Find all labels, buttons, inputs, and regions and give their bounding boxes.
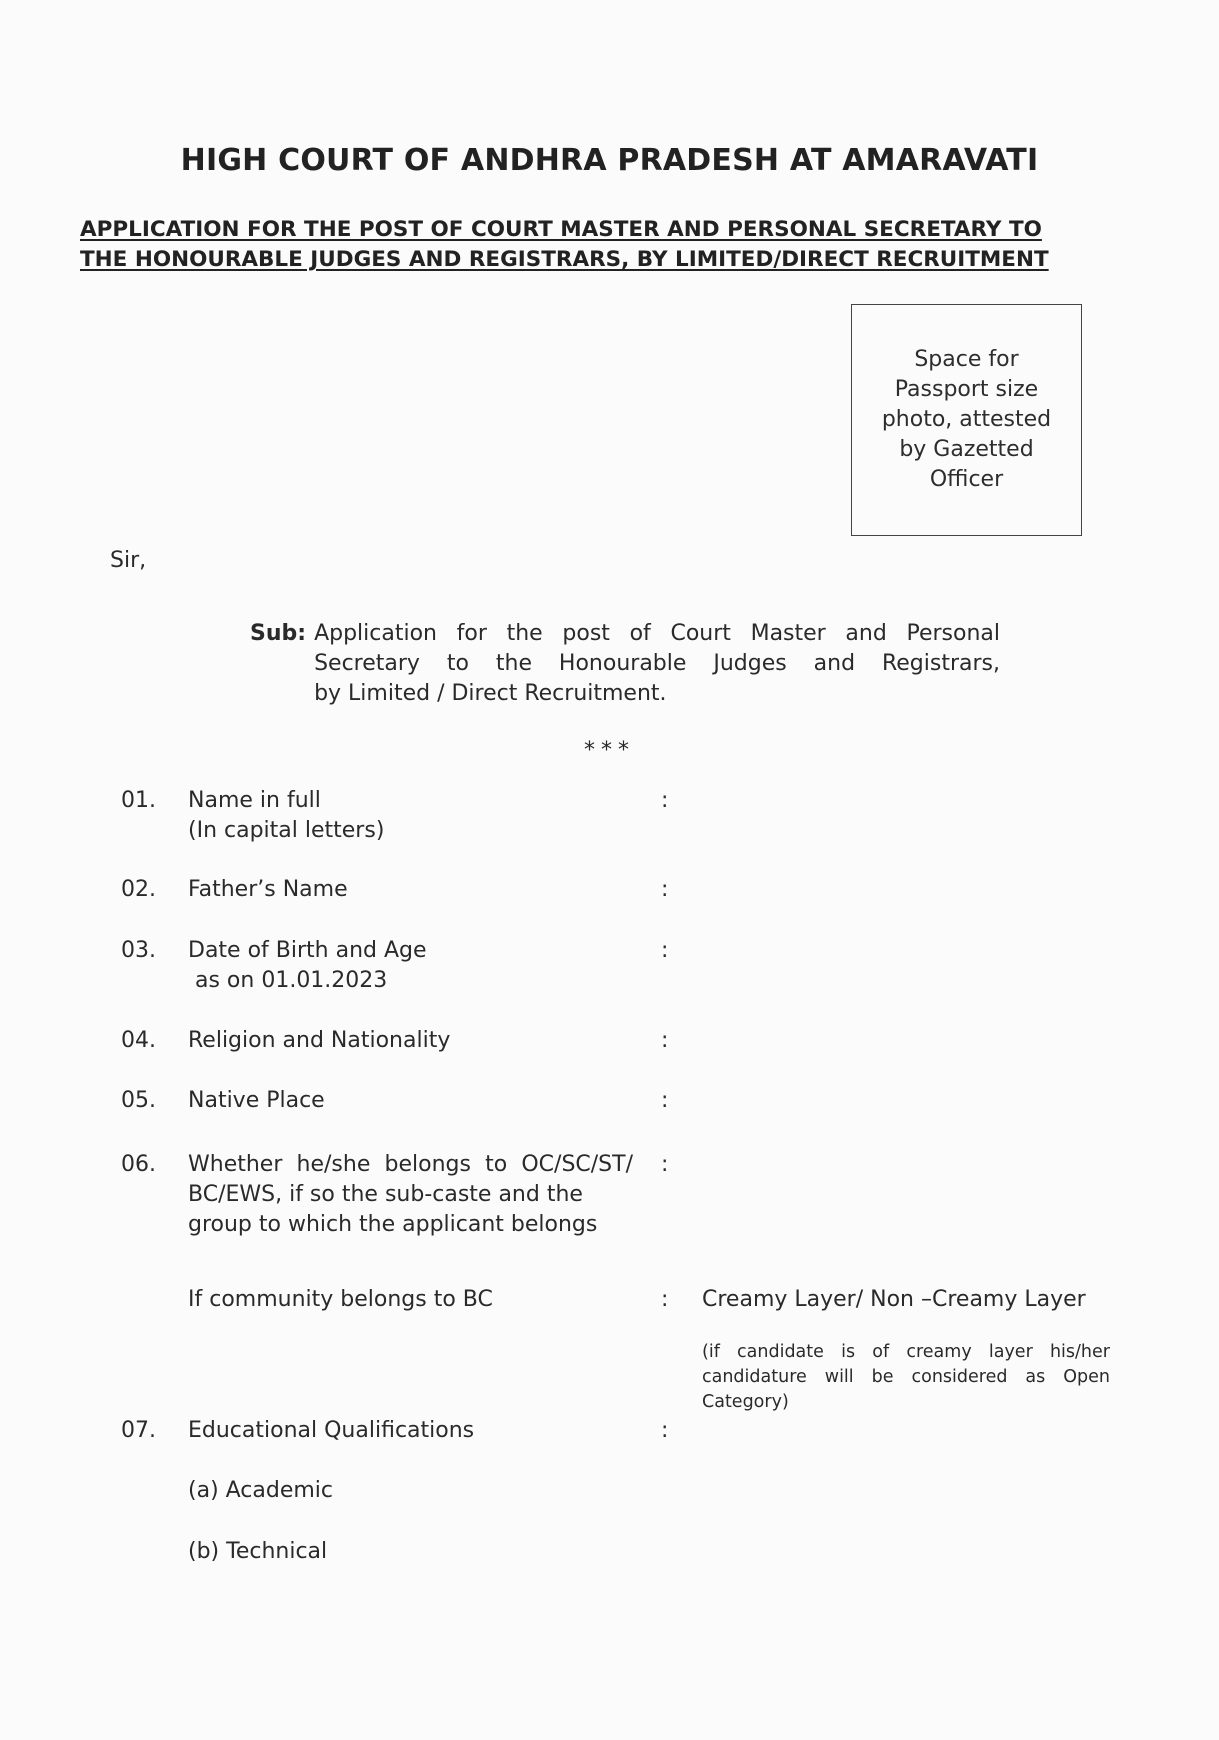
field-03-number: 03.	[121, 938, 156, 963]
field-05-number: 05.	[121, 1088, 156, 1113]
bc-note-line-2: candidature will be considered as Open	[702, 1367, 1110, 1387]
field-bc-label-line-1: If community belongs to BC	[188, 1287, 493, 1312]
bc-note-line-3: Category)	[702, 1392, 789, 1412]
field-02-label-line-1: Father’s Name	[188, 877, 348, 902]
salutation: Sir,	[110, 548, 147, 573]
subject-line-2: Secretary to the Honourable Judges and Registrars,	[314, 651, 1000, 676]
field-01-label-line-1: Name in full	[188, 788, 321, 813]
field-02-label	[188, 875, 648, 905]
field-03-label	[188, 936, 648, 996]
field-07-label	[188, 1416, 648, 1446]
education-technical-label: (b) Technical	[188, 1539, 328, 1564]
field-03-colon: :	[661, 938, 669, 963]
field-bc-colon: :	[661, 1287, 669, 1312]
subject-text	[314, 619, 1000, 709]
field-06-label	[188, 1150, 648, 1240]
passport-photo-box[interactable]	[851, 304, 1082, 536]
field-01-label	[188, 786, 648, 846]
field-02-colon: :	[661, 877, 669, 902]
field-07-input-area[interactable]	[702, 1416, 1102, 1446]
subtitle-line-2: THE HONOURABLE JUDGES AND REGISTRARS, BY LIMITED/DIRECT RECRUITMENT	[80, 247, 1049, 272]
subject-label: Sub:	[250, 621, 307, 646]
subject-line-1: Application for the post of Court Master and Personal	[314, 621, 1000, 646]
field-02-number: 02.	[121, 877, 156, 902]
field-05-input-area[interactable]	[702, 1086, 1102, 1116]
field-06-label-line-1: Whether he/she belongs to OC/SC/ST/	[188, 1152, 633, 1177]
field-01-number: 01.	[121, 788, 156, 813]
bc-creamy-layer-note	[702, 1340, 1110, 1415]
field-06-input-area[interactable]	[702, 1150, 1102, 1240]
document-title: HIGH COURT OF ANDHRA PRADESH AT AMARAVATI	[180, 143, 1039, 178]
field-06-colon: :	[661, 1152, 669, 1177]
subtitle-line-1: APPLICATION FOR THE POST OF COURT MASTER AND PERSONAL SECRETARY TO	[80, 217, 1042, 242]
field-01-input-area[interactable]	[702, 786, 1102, 846]
field-04-label-line-1: Religion and Nationality	[188, 1028, 451, 1053]
field-bc-label	[188, 1285, 648, 1315]
field-01-colon: :	[661, 788, 669, 813]
field-07-colon: :	[661, 1418, 669, 1443]
field-06-label-line-2: BC/EWS, if so the sub-caste and the	[188, 1182, 583, 1207]
field-03-input-area[interactable]	[702, 936, 1102, 996]
field-04-label	[188, 1026, 648, 1056]
field-07-label-line-1: Educational Qualifications	[188, 1418, 475, 1443]
field-04-input-area[interactable]	[702, 1026, 1102, 1056]
field-01-label-line-2: (In capital letters)	[188, 818, 385, 843]
field-07-number: 07.	[121, 1418, 156, 1443]
bc-note-line-1: (if candidate is of creamy layer his/her	[702, 1342, 1110, 1362]
document-subtitle	[80, 215, 1145, 275]
separator-stars: ***	[584, 738, 635, 763]
photo-box-instructions: Space for Passport size photo, attested by Gazetted Officer	[881, 347, 1052, 492]
field-02-input-area[interactable]	[702, 875, 1102, 905]
field-06-number: 06.	[121, 1152, 156, 1177]
field-05-colon: :	[661, 1088, 669, 1113]
education-academic-label: (a) Academic	[188, 1478, 334, 1503]
subject-line-3: by Limited / Direct Recruitment.	[314, 681, 667, 706]
field-06-label-line-3: group to which the applicant belongs	[188, 1212, 598, 1237]
field-03-label-line-2: as on 01.01.2023	[188, 968, 388, 993]
field-04-colon: :	[661, 1028, 669, 1053]
field-05-label	[188, 1086, 648, 1116]
field-03-label-line-1: Date of Birth and Age	[188, 938, 427, 963]
subject-block	[250, 619, 1000, 709]
field-04-number: 04.	[121, 1028, 156, 1053]
field-bc-creamy-layer-option[interactable]: Creamy Layer/ Non –Creamy Layer	[702, 1287, 1086, 1312]
field-05-label-line-1: Native Place	[188, 1088, 325, 1113]
